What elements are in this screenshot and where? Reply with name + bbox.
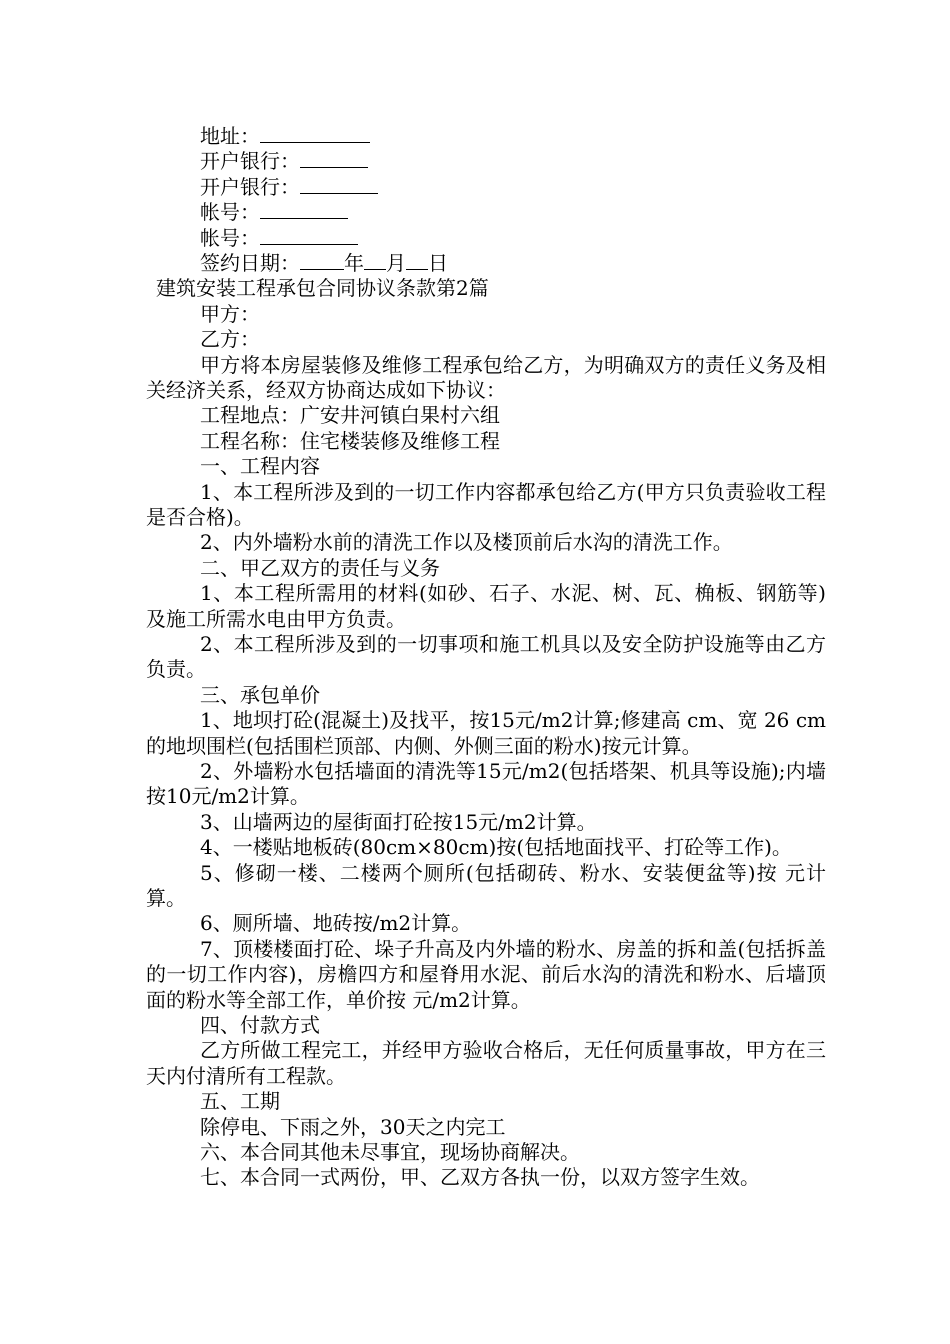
section-heading: 三、承包单价 bbox=[200, 682, 320, 707]
document-body bbox=[146, 124, 826, 1191]
account-field-2: 帐号： bbox=[146, 226, 826, 251]
clause-item: 5、修砌一楼、二楼两个厕所(包括砌砖、粉水、安装便盆等)按 元计算。 bbox=[146, 860, 826, 910]
account-field: 帐号： bbox=[146, 200, 826, 225]
bank-blank-2 bbox=[300, 175, 378, 194]
section-heading: 一、工程内容 bbox=[200, 454, 320, 479]
address-blank bbox=[260, 124, 370, 143]
clause-item: 1、地坝打砼(混凝土)及找平，按15元/m2计算;修建高 cm、宽 26 cm的地坝围栏(包括围栏顶部、内侧、外侧三面的粉水)按元计算。 bbox=[146, 708, 826, 758]
clause-seven: 七、本合同一式两份，甲、乙双方各执一份，以双方签字生效。 bbox=[200, 1165, 760, 1190]
section-heading: 二、甲乙双方的责任与义务 bbox=[200, 555, 440, 580]
clause-item: 4、一楼贴地板砖(80cm×80cm)按(包括地面找平、打砼等工作)。 bbox=[200, 835, 792, 860]
account-blank-2 bbox=[260, 226, 358, 245]
bank-blank bbox=[300, 149, 368, 168]
clause-item: 7、顶楼楼面打砼、垛子升高及内外墙的粉水、房盖的拆和盖(包括拆盖的一切工作内容)，房檐四方和屋脊用水泥、前后水沟的清洗和粉水、后墙顶面的粉水等全部工作，单价按 元/m2计算。 bbox=[146, 936, 826, 1012]
clause-item: 2、内外墙粉水前的清洗工作以及楼顶前后水沟的清洗工作。 bbox=[200, 530, 733, 555]
party-b: 乙方： bbox=[200, 327, 260, 352]
party-a: 甲方： bbox=[200, 301, 260, 326]
clause-item: 1、本工程所需用的材料(如砂、石子、水泥、树、瓦、桷板、钢筋等)及施工所需水电由甲方负责。 bbox=[146, 581, 826, 631]
bank-field-2: 开户银行： bbox=[146, 175, 826, 200]
sign-date: 签约日期： 年 月 日 bbox=[200, 250, 448, 275]
address-field: 地址： bbox=[146, 124, 826, 149]
clause-item: 2、本工程所涉及到的一切事项和施工机具以及安全防护设施等由乙方负责。 bbox=[146, 631, 826, 682]
intro-paragraph: 甲方将本房屋装修及维修工程承包给乙方，为明确双方的责任义务及相关经济关系，经双方协商达成如下协议： bbox=[146, 352, 826, 402]
project-location: 工程地点：广安井河镇白果村六组 bbox=[200, 403, 500, 428]
clause-item: 1、本工程所涉及到的一切工作内容都承包给乙方(甲方只负责验收工程是否合格)。 bbox=[146, 479, 826, 529]
project-name: 工程名称：住宅楼装修及维修工程 bbox=[200, 428, 500, 453]
clause-item: 3、山墙两边的屋街面打砼按15元/m2计算。 bbox=[200, 809, 597, 834]
account-blank bbox=[260, 200, 348, 219]
bank-field: 开户银行： bbox=[146, 149, 826, 174]
clause-item: 2、外墙粉水包括墙面的清洗等15元/m2(包括塔架、机具等设施);内墙按10元/m2计算。 bbox=[146, 758, 826, 809]
clause-six: 六、本合同其他未尽事宜，现场协商解决。 bbox=[200, 1139, 580, 1164]
duration-text: 除停电、下雨之外，30天之内完工 bbox=[200, 1114, 506, 1139]
section-heading: 五、工期 bbox=[200, 1089, 280, 1114]
clause-item: 6、厕所墙、地砖按/m2计算。 bbox=[200, 911, 472, 936]
payment-terms: 乙方所做工程完工，并经甲方验收合格后，无任何质量事故，甲方在三天内付清所有工程款。 bbox=[146, 1038, 826, 1088]
section-heading: 四、付款方式 bbox=[200, 1013, 320, 1037]
document-title: 建筑安装工程承包合同协议条款第2篇 bbox=[156, 276, 489, 301]
